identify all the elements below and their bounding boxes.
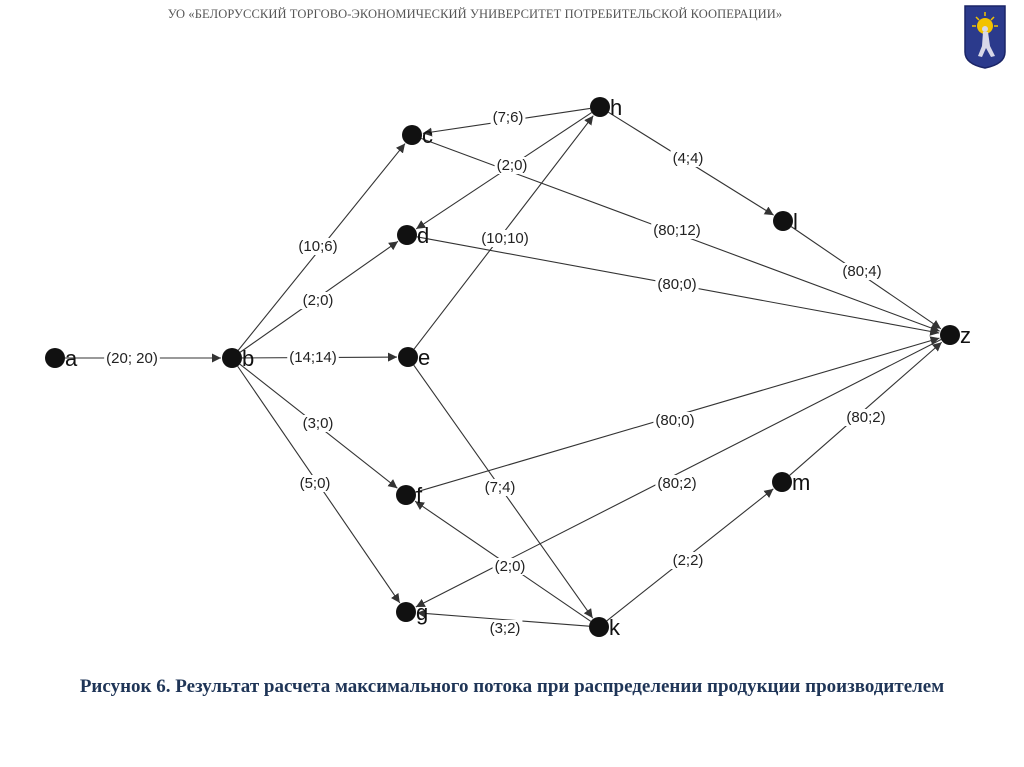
node-label-k: k bbox=[609, 615, 620, 640]
edges-layer bbox=[65, 108, 942, 626]
node-label-c: c bbox=[422, 123, 433, 148]
edge-label-b-f: (3;0) bbox=[302, 415, 334, 432]
edge-labels-layer bbox=[104, 109, 887, 637]
edge-label-c-z: (80;12) bbox=[653, 222, 701, 239]
node-k bbox=[589, 617, 609, 637]
edge-label-k-g: (3;2) bbox=[489, 620, 521, 637]
figure-caption: Рисунок 6. Результат расчета максимального потока при распределении продукции производителем bbox=[79, 676, 945, 697]
edge-label-h-c: (7;6) bbox=[492, 109, 524, 126]
edge-label-b-d: (2;0) bbox=[302, 292, 334, 309]
node-label-l: l bbox=[793, 209, 798, 234]
edge-label-z-g: (80;2) bbox=[657, 475, 697, 492]
node-label-g: g bbox=[416, 600, 429, 625]
node-label-f: f bbox=[416, 483, 423, 508]
node-c bbox=[402, 125, 422, 145]
node-m bbox=[772, 472, 792, 492]
edge-label-h-l: (4;4) bbox=[672, 150, 704, 167]
node-label-h: h bbox=[610, 95, 623, 120]
node-a bbox=[45, 348, 65, 368]
node-label-b: b bbox=[242, 346, 255, 371]
edge-label-b-c: (10;6) bbox=[298, 238, 338, 255]
node-label-m: m bbox=[792, 470, 811, 495]
node-label-d: d bbox=[417, 223, 430, 248]
header-title: УО «БЕЛОРУССКИЙ ТОРГОВО-ЭКОНОМИЧЕСКИЙ УНИВЕРСИТЕТ ПОТРЕБИТЕЛЬСКОЙ КООПЕРАЦИИ» bbox=[167, 7, 783, 21]
node-label-e: e bbox=[418, 345, 431, 370]
edge-label-k-f: (2;0) bbox=[494, 558, 526, 575]
edge-label-e-h: (10;10) bbox=[481, 230, 529, 247]
node-label-z: z bbox=[960, 323, 971, 348]
edge-label-f-z: (80;0) bbox=[655, 412, 695, 429]
node-z bbox=[940, 325, 960, 345]
edge-label-l-z: (80;4) bbox=[842, 263, 882, 280]
node-g bbox=[396, 602, 416, 622]
edge-label-b-e: (14;14) bbox=[289, 349, 337, 366]
node-b bbox=[222, 348, 242, 368]
node-f bbox=[396, 485, 416, 505]
node-label-a: a bbox=[65, 346, 78, 371]
edge-label-h-d: (2;0) bbox=[496, 157, 528, 174]
edge-label-b-g: (5;0) bbox=[299, 475, 331, 492]
node-d bbox=[397, 225, 417, 245]
edge-label-k-m: (2;2) bbox=[672, 552, 704, 569]
edge-label-e-k: (7;4) bbox=[484, 479, 516, 496]
node-e bbox=[398, 347, 418, 367]
edge-label-d-z: (80;0) bbox=[657, 276, 697, 293]
node-l bbox=[773, 211, 793, 231]
edge-label-a-b: (20; 20) bbox=[106, 350, 158, 367]
node-h bbox=[590, 97, 610, 117]
edge-label-m-z: (80;2) bbox=[846, 409, 886, 426]
